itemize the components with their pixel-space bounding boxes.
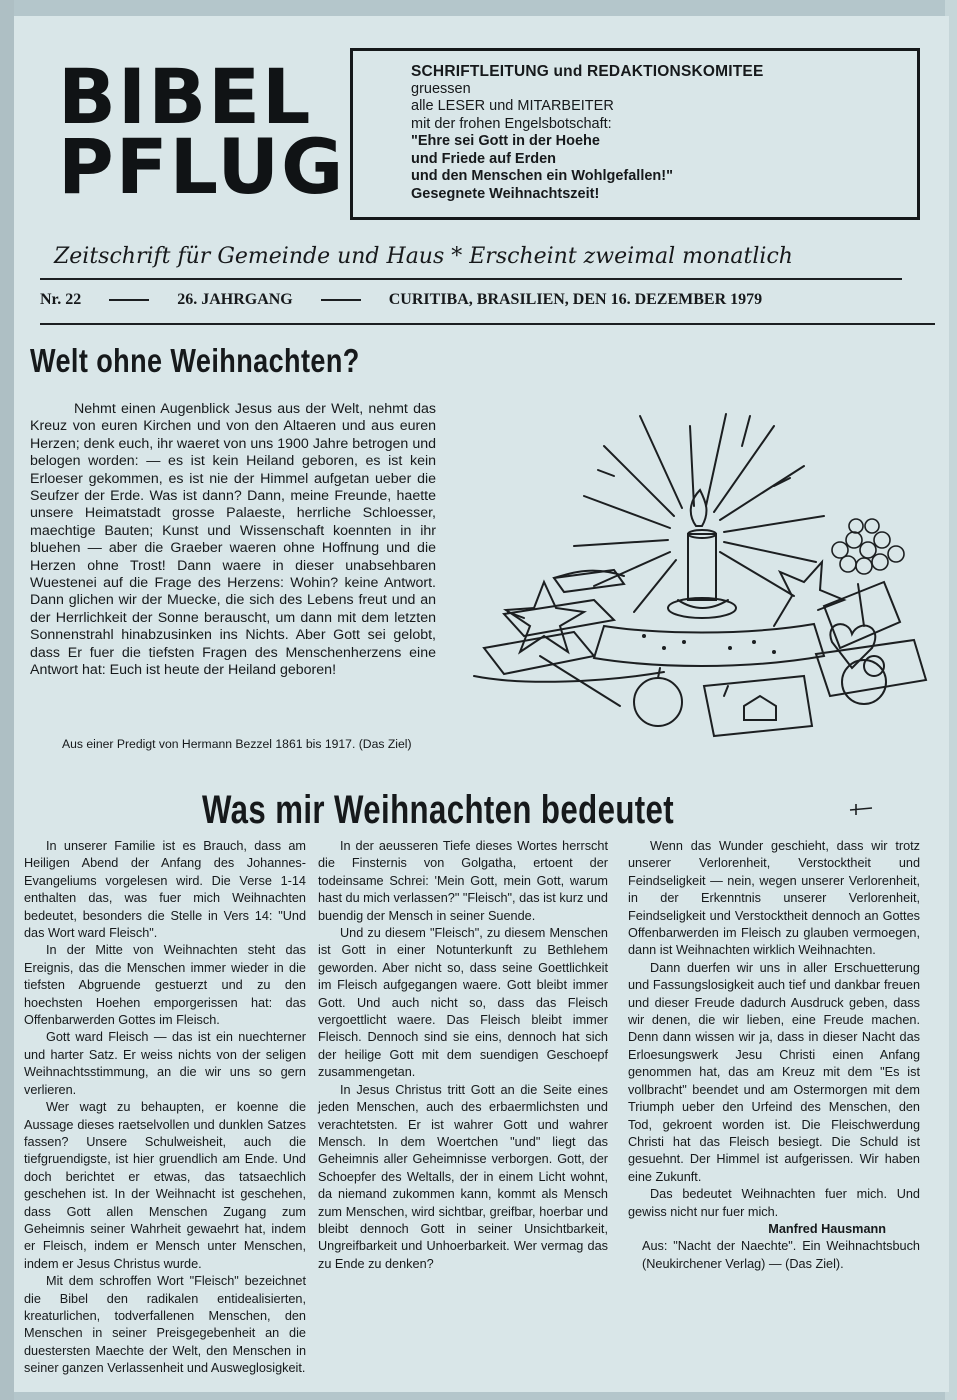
- article1-source: Aus einer Predigt von Hermann Bezzel 1861 bis 1917. (Das Ziel): [62, 737, 412, 751]
- article2-column-3: [628, 838, 920, 1273]
- article2-column-1: [24, 838, 306, 1378]
- paragraph: Das bedeutet Weihnachten fuer mich. Und gewiss nicht nur fuer mich.: [628, 1187, 920, 1219]
- issue-bar: [40, 286, 930, 314]
- paragraph: Wer wagt zu behaupten, er koenne die Aussage dieses raetselvollen und dunklen Satzes fassen? Unsere Schulweisheit, auch die tiefgruendigste, ist hier gruendlich am Ende. Und doch berichtet er etwas, das tatsaechlich geschehen ist. In der Weihnacht ist geschehen, dass Gott allen Menschen Zugang zum Geheimnis seiner Wahrheit gewaehrt hat, indem er Fleisch, indem er Mensch unter Menschen, indem er Jesus Christus wurde.: [24, 1100, 306, 1271]
- logo-line-1: BIBEL: [58, 52, 313, 141]
- paragraph: Gott ward Fleisch — das ist ein nuechterner und harter Satz. Er weiss nichts von der seligen Weihnachtsstimmung, an die wir uns so gern verlieren.: [24, 1030, 306, 1097]
- masthead-subtitle: Zeitschrift für Gemeinde und Haus * Erscheint zweimal monatlich: [54, 244, 793, 269]
- issue-volume: 26. JAHRGANG: [177, 291, 293, 308]
- greeting-line: "Ehre sei Gott in der Hoehe: [411, 133, 600, 149]
- greeting-line: Gesegnete Weihnachtszeit!: [411, 185, 600, 202]
- handwritten-mark: [848, 802, 874, 816]
- greeting-line: mit der frohen Engelsbotschaft:: [411, 115, 612, 132]
- newspaper-page: [14, 16, 949, 1392]
- issue-dash: [109, 299, 149, 301]
- greeting-title: SCHRIFTLEITUNG und REDAKTIONSKOMITEE: [411, 63, 764, 80]
- greeting-box: [350, 48, 920, 220]
- article2-reference: Aus: "Nacht der Naechte". Ein Weihnachtsbuch (Neukirchener Verlag) — (Das Ziel).: [642, 1239, 920, 1271]
- paragraph: Mit dem schroffen Wort "Fleisch" bezeichnet die Bibel den radikalen entidealisierten, kreaturlichen, todverfallenen Menschen, den Menschen in seiner Preisgegebenheit an die duestersten Maechte der Welt, den Menschen in seiner ganzen Verlassenheit und Ausweglosigkeit.: [24, 1274, 306, 1376]
- paragraph: Und zu diesem "Fleisch", zu diesem Menschen ist Gott in einer Notunterkunft zu Bethlehem geworden. Aber nicht so, dass seine Goettlichkeit im Fleisch aufgegangen waere. Gott bleibt immer Gott. Und auch nicht so, dass das Fleisch vergoettlicht waere. Das Fleisch bleibt immer Fleisch. Dennoch sind sie eins, dennoch hat sich der heilige Gott mit dem suendigen Geschoepf zusammengetan.: [318, 926, 608, 1080]
- article1-headline: Welt ohne Weihnachten?: [30, 342, 360, 379]
- masthead-logo: [58, 52, 346, 211]
- paragraph: In Jesus Christus tritt Gott an die Seite eines jeden Menschen, auch des erbaermlichsten und verachtetsten. Er ist wahrer Gott und wahrer Mensch. In dem Woertchen "und" liegt das Geheimnis aller Geheimnisse verborgen. Gott, der Schoepfer des Weltalls, der in einem Licht wohnt, da niemand zukommen kann, kommt als Mensch zum Menschen, wird sichtbar, greifbar, hoerbar und bleibt dennoch Gott in seiner Unsichtbarkeit, Ungreifbarkeit und Unhoerbarkeit. Wer vermag das zu Ende zu denken?: [318, 1082, 608, 1271]
- greeting-line: und den Menschen ein Wohlgefallen!": [411, 168, 673, 184]
- article2-author: Manfred Hausmann: [768, 1221, 886, 1236]
- paragraph: In unserer Familie ist es Brauch, dass am Heiligen Abend der Anfang des Johannes-Evangeliums vorgelesen wird. Die Verse 1-14 enthalten das, was fuer mich Weihnachten bedeutet, besonders die Stelle in Vers 14: "Und das Wort ward Fleisch".: [24, 839, 306, 941]
- issue-number: Nr. 22: [40, 291, 82, 308]
- paragraph: In der aeusseren Tiefe dieses Wortes herrscht die Finsternis von Golgatha, ertoent der todeinsame Schrei: 'Mein Gott, mein Gott, warum hast du mich verlassen?" "Fleisch", das ist kurz und buendig der Mensch in seiner Suende.: [318, 839, 608, 923]
- paragraph: Dann duerfen wir uns in aller Erschuetterung und Fassungslosigkeit auch tief und dankbar freuen und dieser Freude dadurch Ausdruck geben, dass wir denen, die wir lieben, eine Freude machen. Denn dann wissen wir ja, dass in dieser Nacht das Erloesungswerk Jesu Christi einen Anfang genommen hat, das am Kreuz mit dem "Es ist vollbracht" beendet und am Ostermorgen mit dem Triumph ueber den Urfeind des Menschen, den Tod, gekroent worden ist. Die Fleischwerdung Christi hat das Fleisch besiegt. Die Schuld ist gesuehnt. Der Himmel ist aufgerissen. Wir haben eine Zukunft.: [628, 960, 920, 1184]
- article1-body: Nehmt einen Augenblick Jesus aus der Welt, nehmt das Kreuz von euren Kirchen und von den Altaeren und aus euren Herzen; denk euch, ihr waeret von uns 1900 Jahre betrogen und belogen worden: — es ist kein Heiland geboren, es ist kein Erloeser gekommen, es ist nie der Himmel aufgetan ueber die Seufzer der Erde. Was ist dann? Dann, meine Freunde, haette unsere Heimatstadt grosse Palaeste, herrliche Schloesser, maechtige Bauten; Kunst und Wissenschaft koennten in ihr bluehen — aber die Graeber waeren ohne Hoffnung und die Herzen ohne Trost! Dann waere in dieser unabsehbaren Wuestenei auf die Frage des Herzens: Wohin? keine Antwort. Dann glichen wir der Muecke, die sich des Lebens freut und an der Herrlichkeit der Sonne berauscht, um dann mit dem letzten Sonnenstrahl hinabzusinken ins Nichts. Aber Gott sei gelobt, dass Er fuer die tiefsten Fragen des Menschenherzens eine Antwort hat: Euch ist heute der Heiland geboren!: [30, 401, 436, 679]
- page-edge-left: [0, 0, 14, 1400]
- masthead-rule-bottom: [40, 323, 935, 325]
- paragraph: In der Mitte von Weihnachten steht das Ereignis, das die Menschen immer wieder in die tiefsten Abgruende gestuerzt und zu den hoechsten Hoehen emporgerissen hat: das Offenbarwerden Gottes im Fleisch.: [24, 943, 306, 1028]
- article2-headline: Was mir Weihnachten bedeutet: [202, 788, 675, 832]
- article2-column-2: [318, 838, 608, 1273]
- greeting-line: gruessen: [411, 80, 471, 97]
- issue-dash: [321, 299, 361, 301]
- masthead-rule-top: [40, 278, 902, 280]
- paragraph: Wenn das Wunder geschieht, dass wir trotz unserer Verlorenheit, Verstocktheit und Feindseligkeit — nein, wegen unserer Verlorenheit, in der Erkenntnis unserer Verlorenheit, Feindseligkeit und Verstocktheit dennoch an Gottes Offenbarwerden im Fleisch zu glauben vermoegen, dann ist Weihnachten wirklich Weihnachten.: [628, 839, 920, 958]
- issue-place-date: CURITIBA, BRASILIEN, DEN 16. DEZEMBER 1979: [388, 291, 763, 308]
- greeting-line: alle LESER und MITARBEITER: [411, 98, 614, 114]
- logo-line-2: PFLUG: [58, 121, 346, 211]
- greeting-line: und Friede auf Erden: [411, 150, 557, 167]
- christmas-candle-illustration: [444, 386, 934, 781]
